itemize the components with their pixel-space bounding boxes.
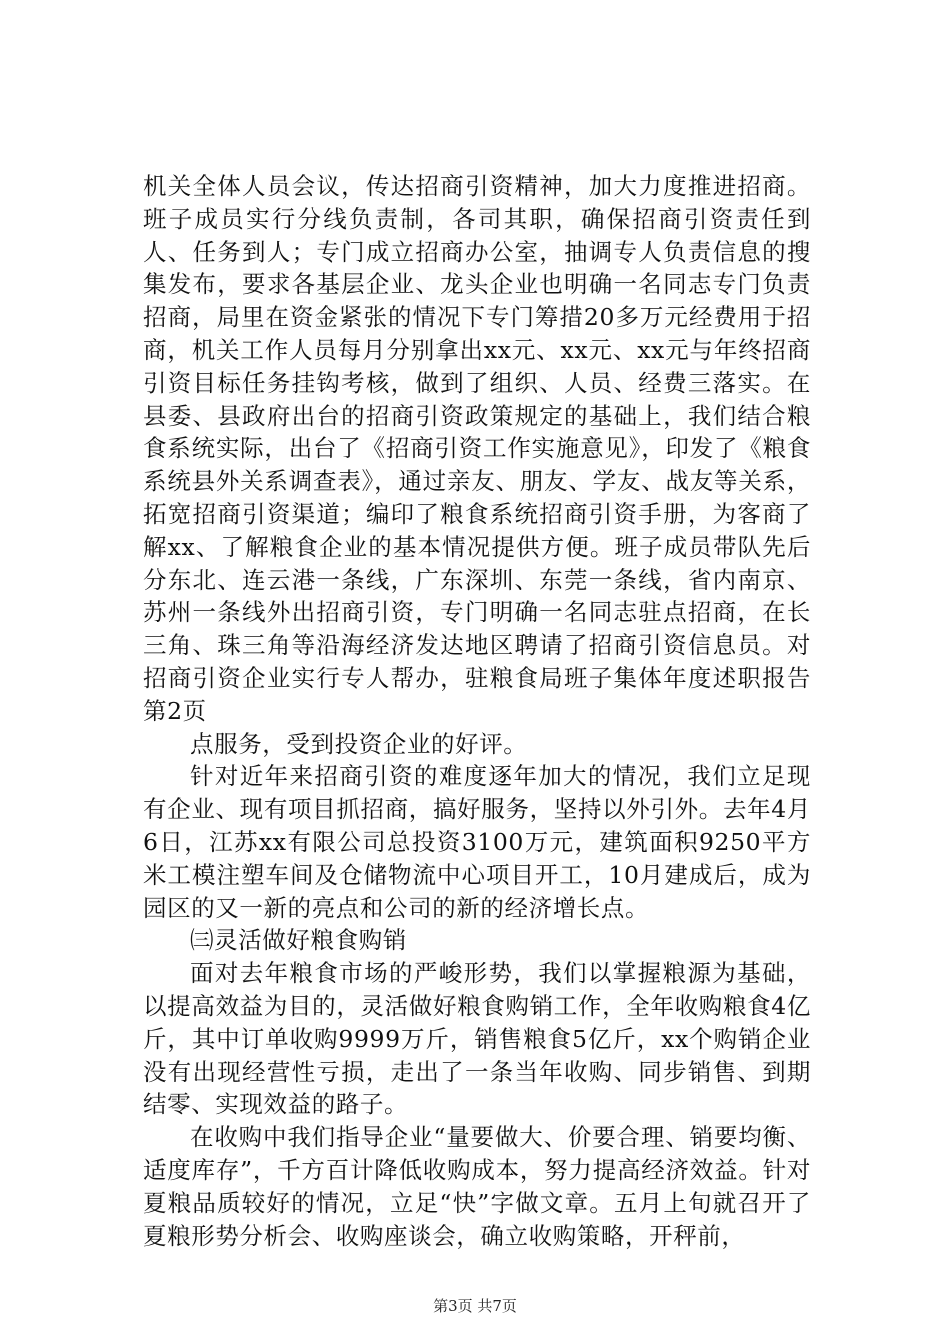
paragraph-purchase-guidance: 在收购中我们指导企业“量要做大、价要合理、销要均衡、适度库存”，千方百计降低收购成本，努力提高经济效益。针对夏粮品质较好的情况，立足“快”字做文章。五月上旬就召开了夏粮形势分析会、收购座谈会，确立收购策略，开秤前， — [143, 1123, 811, 1250]
paragraph-recruitment-measures: 机关全体人员会议，传达招商引资精神，加大力度推进招商。班子成员实行分线负责制，各司其职，确保招商引资责任到人、任务到人；专门成立招商办公室，抽调专人负责信息的搜集发布，要求各基层企业、龙头企业也明确一名同志专门负责招商，局里在资金紧张的情况下专门筹措20多万元经费用于招商，机关工作人员每月分别拿出xx元、xx元、xx元与年终招商引资目标任务挂钩考核，做到了组织、人员、经费三落实。在县委、县政府出台的招商引资政策规定的基础上，我们结合粮食系统实际，出台了《招商引资工作实施意见》，印发了《粮食系统县外关系调查表》，通过亲友、朋友、学友、战友等关系，拓宽招商引资渠道；编印了粮食系统招商引资手册，为客商了解xx、了解粮食企业的基本情况提供方便。班子成员带队先后分东北、连云港一条线，广东深圳、东莞一条线，省内南京、苏州一条线外出招商引资，专门明确一名同志驻点招商，在长三角、珠三角等沿海经济发达地区聘请了招商引资信息员。对招商引资企业实行专人帮办，驻粮食局班子集体年度述职报告第2页 — [143, 172, 811, 725]
document-body — [143, 170, 811, 1252]
paragraph-project-investment: 针对近年来招商引资的难度逐年加大的情况，我们立足现有企业、现有项目抓招商，搞好服务，坚持以外引外。去年4月6日，江苏xx有限公司总投资3100万元，建筑面积9250平方米工模注塑车间及仓储物流中心项目开工，10月建成后，成为园区的又一新的亮点和公司的新的经济增长点。 — [143, 762, 811, 922]
paragraph-service-praise: 点服务，受到投资企业的好评。 — [190, 729, 528, 758]
page-footer: 第3页 共7页 — [433, 1297, 517, 1315]
paragraph-grain-market: 面对去年粮食市场的严峻形势，我们以掌握粮源为基础，以提高效益为目的，灵活做好粮食购销工作，全年收购粮食4亿斤，其中订单收购9999万斤，销售粮食5亿斤，xx个购销企业没有出现经营性亏损，走出了一条当年收购、同步销售、到期结零、实现效益的路子。 — [143, 959, 811, 1119]
section-heading-grain-purchase: ㈢灵活做好粮食购销 — [190, 926, 407, 955]
